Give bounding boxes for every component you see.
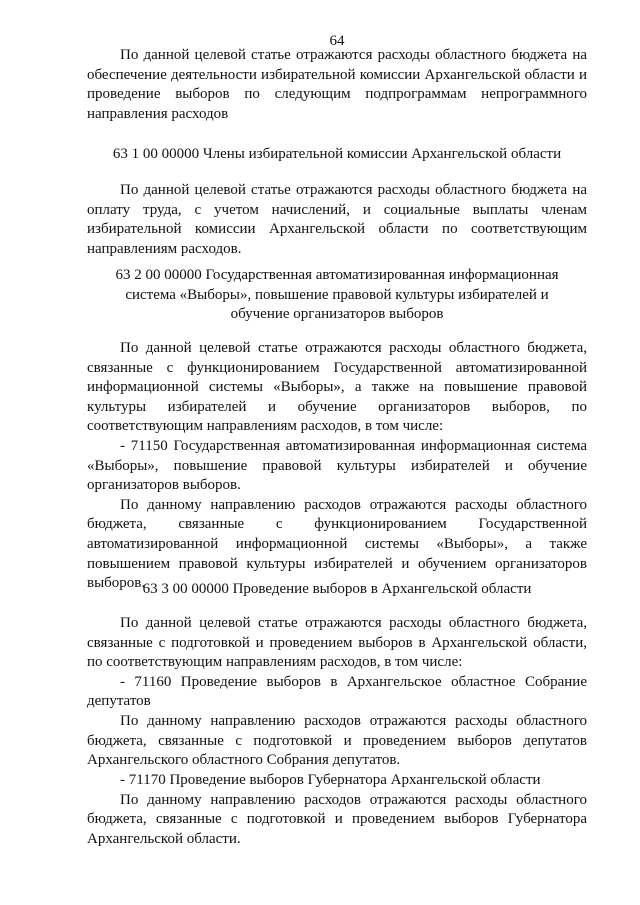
intro-block	[87, 46, 587, 124]
section-63-3-body	[87, 614, 587, 771]
section-63-1-body	[87, 181, 587, 259]
section-63-3-paragraph: По данной целевой статье отражаются расходы областного бюджета, связанные с подготовкой и проведением выборов в Архангельской области, по соответствующим направлениям расходов, в том числе:	[87, 615, 587, 671]
direction-71150-item: - 71150 Государственная автоматизированная информационная система «Выборы», повышение правовой культуры избирателей и обучение организаторов выборов.	[87, 437, 587, 494]
section-63-1-paragraph: По данной целевой статье отражаются расходы областного бюджета на оплату труда, с учетом начислений, и социальные выплаты членам избирательной комиссии Архангельской области по соответствующим направлениям расходов.	[87, 182, 587, 257]
section-63-2-paragraph: По данной целевой статье отражаются расходы областного бюджета, связанные с функционированием Государственной автоматизированной информационной системы «Выборы», а также на повышение правовой культуры избирателей и обучение организаторов выборов, по соответствующим направлениям расходов, в том числе:	[87, 340, 587, 435]
direction-71160-description: По данному направлению расходов отражаются расходы областного бюджета, связанные с подготовкой и проведением выборов депутатов Архангельского областного Собрания депутатов.	[87, 712, 587, 769]
section-63-3-block	[87, 580, 587, 600]
intro-paragraph: По данной целевой статье отражаются расходы областного бюджета на обеспечение деятельности избирательной комиссии Архангельской области и проведение выборов по следующим подпрограммам непрограммного направления расходов	[87, 47, 587, 122]
direction-71160-item: - 71160 Проведение выборов в Архангельское областное Собрание депутатов	[87, 673, 587, 710]
page-number: 64	[329, 33, 345, 49]
direction-71170-description: По данному направлению расходов отражаются расходы областного бюджета, связанные с подготовкой и проведением выборов Губернатора Архангельской области.	[87, 791, 587, 847]
section-heading-63-3: 63 3 00 00000 Проведение выборов в Архангельской области	[142, 581, 532, 597]
section-63-1-block	[87, 145, 587, 165]
direction-71170-item: - 71170 Проведение выборов Губернатора Архангельской области	[120, 772, 541, 788]
section-63-2-body	[87, 339, 587, 594]
section-63-2-block	[87, 266, 587, 325]
direction-71150-description: По данному направлению расходов отражаются расходы областного бюджета, связанные с функционированием Государственной автоматизированной информационной системы «Выборы», а также повышением правовой культуры избирателей и обучением организаторов выборов.	[87, 496, 587, 592]
section-heading-63-1: 63 1 00 00000 Члены избирательной комиссии Архангельской области	[112, 146, 562, 162]
direction-71170-block	[87, 771, 587, 849]
section-heading-63-2: 63 2 00 00000 Государственная автоматизированная информационная система «Выборы», повышение правовой культуры избирателей и обучение организаторов выборов	[115, 267, 559, 323]
